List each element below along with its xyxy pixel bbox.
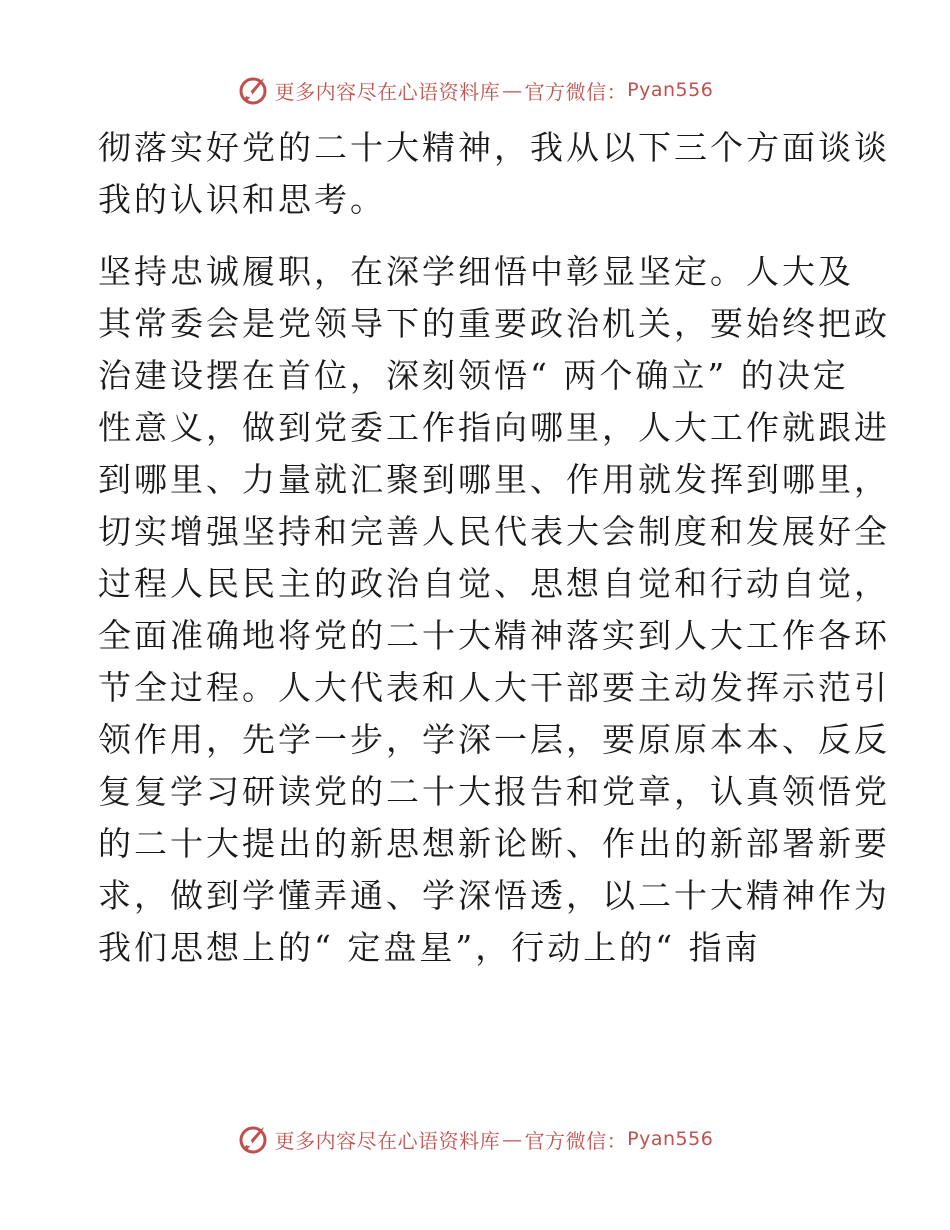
text-line: 到哪里、力量就汇聚到哪里、作用就发挥到哪里， xyxy=(98,460,890,499)
text-line: 切实增强坚持和完善人民代表大会制度和发展好全 xyxy=(98,512,890,551)
brush-logo-icon xyxy=(237,74,269,106)
text-line: 过程人民民主的政治自觉、思想自觉和行动自觉， xyxy=(98,564,890,603)
text-line: 的二十大提出的新思想新论断、作出的新部署新要 xyxy=(98,824,890,863)
footer-watermark xyxy=(0,1119,950,1159)
watermark-dash: — xyxy=(502,1127,523,1151)
text-line: 我的认识和思考。 xyxy=(98,180,386,219)
text-line: 彻落实好党的二十大精神，我从以下三个方面谈谈 xyxy=(98,128,890,167)
watermark-text: 更多内容尽在心语资料库 xyxy=(274,1128,501,1153)
text-line: 其常委会是党领导下的重要政治机关，要始终把政 xyxy=(98,304,890,343)
watermark-official: 官方微信： xyxy=(524,79,628,104)
watermark-wechat-id: Pyan556 xyxy=(627,79,714,101)
text-line: 治建设摆在首位，深刻领悟“ 两个确立” 的决定 xyxy=(98,356,849,395)
text-line: 坚持忠诚履职，在深学细悟中彰显坚定。人大及 xyxy=(98,252,854,291)
text-line: 节全过程。人大代表和人大干部要主动发挥示范引 xyxy=(98,668,890,707)
text-line: 领作用，先学一步，学深一层，要原原本本、反反 xyxy=(98,720,890,759)
paragraph-1 xyxy=(98,122,890,226)
document-body xyxy=(98,122,890,974)
watermark-text: 更多内容尽在心语资料库 xyxy=(274,79,501,104)
paragraph-2 xyxy=(98,246,890,974)
header-watermark xyxy=(0,70,950,110)
text-line: 我们思想上的“ 定盘星”，行动上的“ 指南 xyxy=(98,928,761,967)
watermark-dash: — xyxy=(502,78,523,102)
watermark-official: 官方微信： xyxy=(524,1128,628,1153)
text-line: 复复学习研读党的二十大报告和党章，认真领悟党 xyxy=(98,772,890,811)
watermark-wechat-id: Pyan556 xyxy=(627,1128,714,1150)
text-line: 性意义，做到党委工作指向哪里，人大工作就跟进 xyxy=(98,408,890,447)
text-line: 全面准确地将党的二十大精神落实到人大工作各环 xyxy=(98,616,890,655)
text-line: 求，做到学懂弄通、学深悟透，以二十大精神作为 xyxy=(98,876,890,915)
brush-logo-icon xyxy=(237,1123,269,1155)
